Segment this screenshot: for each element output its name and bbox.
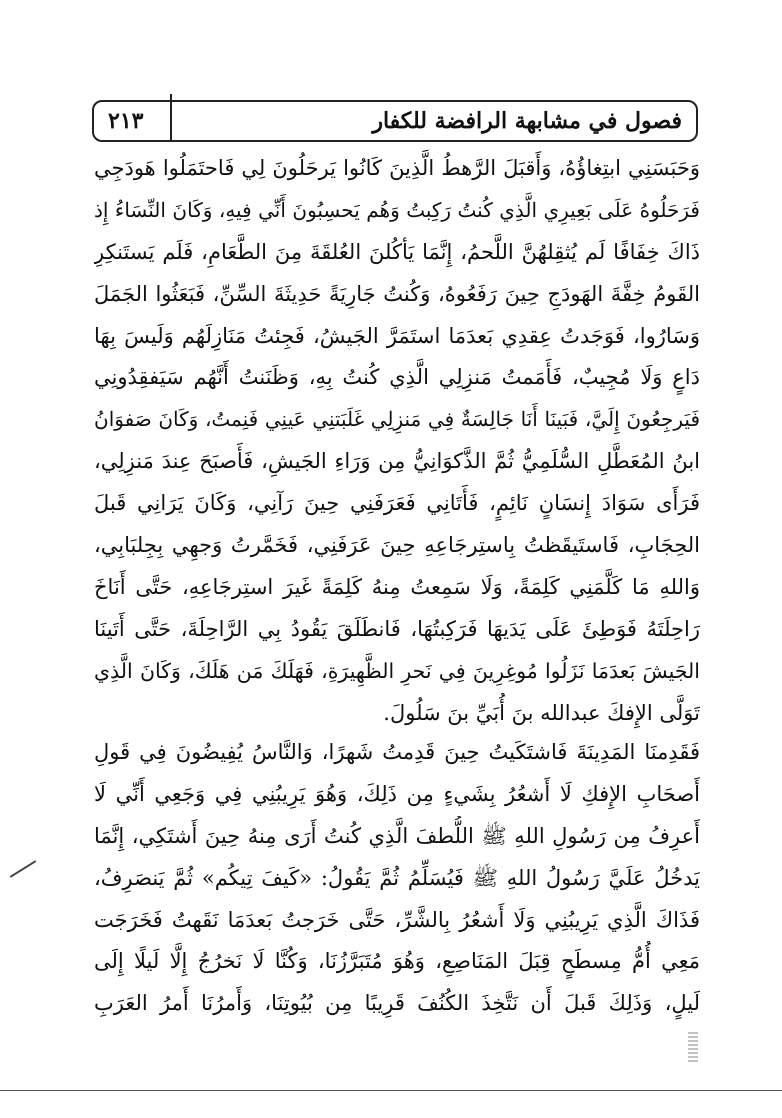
paragraph-2: [94, 732, 700, 1025]
text-line: دَاعٍ وَلَا مُجِيبٌ، فَأَمَمتُ مَنزِلِي الَّذِي كُنتُ بِهِ، وَظَنَنتُ أَنَّهُم سَيَفقِدُونِي: [94, 365, 700, 390]
text-line: أَصحَابِ الإِفكِ لَا أَشعُرُ بِشَيءٍ مِن ذَلِكَ، وَهُوَ يَرِيبُنِي فِي وَجَعِي أَنِّي لَا: [94, 781, 700, 806]
page-header: [92, 100, 698, 142]
text-line: تَوَلَّى الإِفكَ عبدالله بنَ أُبَيِّ بنَ سَلُولَ.: [383, 700, 700, 725]
text-line: فَرَأَى سَوَادَ إِنسَانٍ نَائِمٍ، فَأَتَانِي فَعَرَفَنِي حِينَ رَآنِي، وَكَانَ يَرَانِي قَبلَ: [94, 491, 700, 516]
text-line: فَقَدِمنَا المَدِينَةَ فَاشتَكَيتُ حِينَ قَدِمتُ شَهرًا، وَالنَّاسُ يُفِيضُونَ فِي قَولِ: [94, 740, 700, 764]
bottom-rule: [0, 1090, 782, 1091]
text-line: القَومُ خِفَّةَ الهَودَجِ حِينَ رَفَعُوهُ، وَكُنتُ جَارِيَةً حَدِيثَةَ السِّنِّ، فَبَعَثُوا الجَمَلَ: [94, 281, 700, 306]
text-line: ذَاكَ خِفَافًا لَم يُثقِلهُنَّ اللَّحمُ، إِنَّمَا يَأكُلنَ العُلقَةَ مِنَ الطَّعَامِ، فَلَم يَستَنكِرِ: [94, 239, 700, 264]
scan-artifact: [688, 1030, 698, 1062]
text-line: مَعِي أُمُّ مِسطَحٍ قِبَلَ المَنَاصِعِ، وَهُوَ مُتَبَرَّزُنَا، وَكُنَّا لَا نَخرُجُ إِلَّا لَيلًا إِلَى: [94, 949, 700, 974]
text-line: الجَيشَ بَعدَمَا نَزَلُوا مُوغِرِينَ فِي نَحرِ الظَّهِيرَةِ، فَهَلَكَ مَن هَلَكَ، وَكَانَ الَّذِي: [94, 658, 700, 683]
text-line: أَعرِفُ مِن رَسُولِ اللهِ ﷺ اللُّطفَ الَّذِي كُنتُ أَرَى مِنهُ حِينَ أَشتَكِي، إِنَّمَا: [94, 823, 700, 848]
text-line: وَحَبَسَنِي ابتِغاؤُهُ، وَأَقبَلَ الرَّهطُ الَّذِينَ كَانُوا يَرحَلُونَ لِي فَاحتَمَلُوا هَودَجِي: [94, 156, 700, 180]
text-line: رَاحِلَتَهُ فَوَطِئَ عَلَى يَدَيهَا فَرَكِبتُهَا، فَانطَلَقَ يَقُودُ بِي الرَّاحِلَةَ، حَتَّى أَتَينَا: [94, 616, 700, 641]
text-line: يَدخُلُ عَلَيَّ رَسُولُ اللهِ ﷺ فَيُسَلِّمُ ثُمَّ يَقُولُ: «كَيفَ تِيكُم» ثُمَّ يَنصَرِفُ،: [94, 865, 700, 890]
margin-pen-mark: [10, 860, 37, 878]
text-line: وَسَارُوا، فَوَجَدتُ عِقدِي بَعدَمَا استَمَرَّ الجَيشُ، فَجِئتُ مَنَازِلَهُم وَلَيسَ بِهَا: [94, 323, 700, 348]
text-line: فَرَحَلُوهُ عَلَى بَعِيرِي الَّذِي كُنتُ رَكِبتُ وَهُم يَحسِبُونَ أَنِّي فِيهِ، وَكَانَ النِّسَاءُ إِذ: [94, 197, 700, 222]
text-line: فَيَرجِعُونَ إِلَيَّ، فَبَينَا أَنَا جَالِسَةٌ فِي مَنزِلِي غَلَبَتنِي عَينِي فَنِمتُ، وَكَانَ صَفوَانُ: [94, 407, 700, 432]
running-title: فصول في مشابهة الرافضة للكفار: [372, 108, 682, 134]
text-line: الحِجَابِ، فَاستَيقَظتُ بِاستِرجَاعِهِ حِينَ عَرَفَنِي، فَخَمَّرتُ وَجهِي بِجِلبَابِي،: [94, 533, 700, 558]
text-line: ابنُ المُعَطَّلِ السُّلَمِيُّ ثُمَّ الذَّكوَانِيُّ مِن وَرَاءِ الجَيشِ، فَأَصبَحَ عِندَ مَنزِلِي،: [94, 449, 700, 474]
text-line: فَذَاكَ الَّذِي يَرِيبُنِي وَلَا أَشعُرُ بِالشَّرِّ، حَتَّى خَرَجتُ بَعدَمَا نَقَهتُ فَخَرَجَت: [94, 907, 700, 932]
page-number: ٢١٣: [108, 108, 144, 134]
text-line: وَاللهِ مَا كَلَّمَنِي كَلِمَةً، وَلَا سَمِعتُ مِنهُ كَلِمَةً غَيرَ استِرجَاعِهِ، حَتَّى أَنَاخَ: [94, 574, 700, 599]
text-line: لَيلٍ، وَذَلِكَ قَبلَ أَن نَتَّخِذَ الكُنُفَ قَرِيبًا مِن بُيُوتِنَا، وَأَمرُنَا أَمرُ العَرَبِ: [94, 991, 700, 1016]
header-divider: [170, 94, 172, 142]
paragraph-1: [94, 148, 700, 734]
